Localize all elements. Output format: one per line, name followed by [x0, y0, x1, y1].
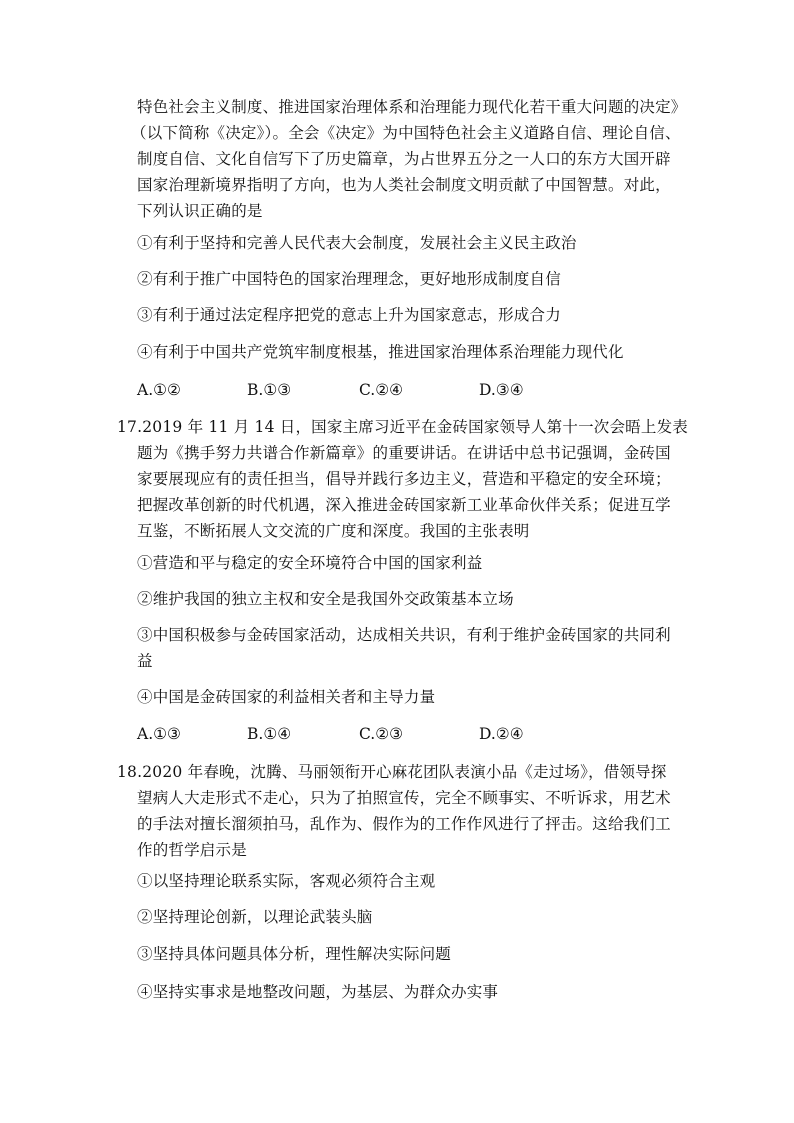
q18-statement-2: ②坚持理论创新，以理论武装头脑	[137, 908, 373, 926]
q16-stem-line-1: 特色社会主义制度、推进国家治理体系和治理能力现代化若干重大问题的决定》	[137, 98, 687, 116]
q16-option-b[interactable]: B.①③	[247, 381, 292, 399]
q16-stem-line-5: 下列认识正确的是	[137, 202, 263, 220]
q17-option-d[interactable]: D.②④	[479, 725, 524, 743]
q16-option-c[interactable]: C.②④	[359, 381, 404, 399]
q17-statement-3-cont: 益	[137, 652, 153, 670]
q16-stem-line-2: （以下简称《决定》）。全会《决定》为中国特色社会主义道路自信、理论自信、	[131, 124, 681, 142]
q16-stem-line-3: 制度自信、文化自信写下了历史篇章，为占世界五分之一人口的东方大国开辟	[137, 150, 671, 168]
q18-statement-3: ③坚持具体问题具体分析，理性解决实际问题	[137, 945, 452, 963]
q16-statement-3: ③有利于通过法定程序把党的意志上升为国家意志，形成合力	[137, 306, 561, 324]
q17-statement-1: ①营造和平与稳定的安全环境符合中国的国家利益	[137, 554, 483, 572]
q16-option-a[interactable]: A.①②	[137, 381, 181, 399]
q17-statement-3: ③中国积极参与金砖国家活动，达成相关共识，有利于维护金砖国家的共同利	[137, 626, 671, 644]
q17-statement-2: ②维护我国的独立主权和安全是我国外交政策基本立场	[137, 590, 514, 608]
q18-stem-line-4: 作的哲学启示是	[137, 841, 247, 859]
q16-stem-line-4: 国家治理新境界指明了方向，也为人类社会制度文明贡献了中国智慧。对此，	[137, 176, 671, 194]
q17-stem-line-4: 把握改革创新的时代机遇，深入推进金砖国家新工业革命伙伴关系；促进互学	[137, 496, 671, 514]
q17-stem-line-1: 17.2019 年 11 月 14 日，国家主席习近平在金砖国家领导人第十一次会晤上发表	[117, 418, 688, 436]
q18-stem-line-3: 的手法对擅长溜须拍马，乱作为、假作为的工作作风进行了抨击。这给我们工	[137, 815, 671, 833]
q17-stem-line-2: 题为《携手努力共谱合作新篇章》的重要讲话。在讲话中总书记强调，金砖国	[137, 444, 671, 462]
q17-stem-line-5: 互鉴，不断拓展人文交流的广度和深度。我国的主张表明	[137, 522, 530, 540]
q16-statement-1: ①有利于坚持和完善人民代表大会制度，发展社会主义民主政治	[137, 234, 577, 252]
q17-option-c[interactable]: C.②③	[359, 725, 404, 743]
q18-stem-line-2: 望病人大走形式不走心，只为了拍照宣传，完全不顾事实、不听诉求，用艺术	[137, 789, 671, 807]
q18-statement-1: ①以坚持理论联系实际，客观必须符合主观	[137, 872, 436, 890]
q16-options	[137, 380, 557, 400]
q16-statement-4: ④有利于中国共产党筑牢制度根基，推进国家治理体系治理能力现代化	[137, 343, 624, 361]
q17-statement-4: ④中国是金砖国家的利益相关者和主导力量	[137, 688, 436, 706]
q17-stem-line-3: 家要展现应有的责任担当，倡导并践行多边主义，营造和平稳定的安全环境；	[137, 470, 671, 488]
q16-statement-2: ②有利于推广中国特色的国家治理理念，更好地形成制度自信	[137, 270, 561, 288]
q17-option-b[interactable]: B.①④	[247, 725, 292, 743]
q17-option-a[interactable]: A.①③	[137, 725, 181, 743]
q18-statement-4: ④坚持实事求是地整改问题，为基层、为群众办实事	[137, 983, 499, 1001]
q16-option-d[interactable]: D.③④	[479, 381, 524, 399]
q17-options	[137, 724, 557, 744]
q18-stem-line-1: 18.2020 年春晚，沈腾、马丽领衔开心麻花团队表演小品《走过场》，借领导探	[117, 763, 667, 781]
